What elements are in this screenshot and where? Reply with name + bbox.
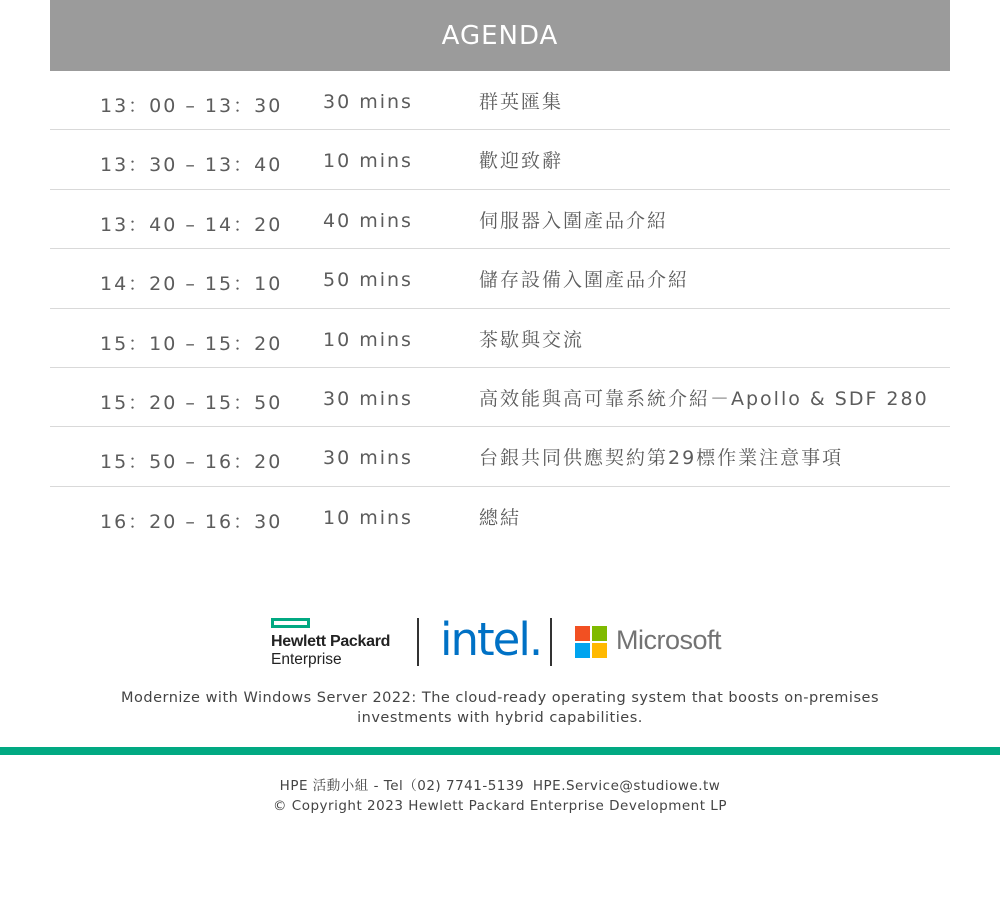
agenda-row <box>50 487 950 545</box>
agenda-duration: 10 mins <box>323 506 413 529</box>
agenda-duration: 30 mins <box>323 91 413 113</box>
agenda-duration: 10 mins <box>323 150 413 173</box>
footer <box>0 776 1000 816</box>
microsoft-logo <box>575 625 735 659</box>
agenda-topic: 高效能與高可靠系統介紹－Apollo & SDF 280 <box>479 387 929 410</box>
partner-logos <box>0 613 1000 669</box>
agenda-time: 15：20 – 15：50 <box>100 391 283 414</box>
agenda-row <box>50 368 950 427</box>
hpe-logo-line2: Enterprise <box>271 651 342 668</box>
footer-copyright: © Copyright 2023 Hewlett Packard Enterprise Development LP <box>273 798 727 814</box>
microsoft-red-square <box>575 626 590 641</box>
agenda-time: 15：10 – 15：20 <box>100 332 283 355</box>
microsoft-green-square <box>592 626 607 641</box>
agenda-duration: 30 mins <box>323 387 413 410</box>
agenda-time: 13：30 – 13：40 <box>100 154 283 177</box>
microsoft-yellow-square <box>592 643 607 658</box>
agenda-duration: 50 mins <box>323 269 413 292</box>
agenda-topic: 伺服器入圍產品介紹 <box>479 209 669 232</box>
footer-contact-line <box>0 776 1000 796</box>
microsoft-wordmark: Microsoft <box>616 625 722 655</box>
hpe-logo <box>271 617 401 669</box>
hpe-element-icon <box>271 618 310 628</box>
agenda-time: 16：20 – 16：30 <box>100 510 283 533</box>
agenda-time: 14：20 – 15：10 <box>100 273 283 296</box>
logo-divider <box>550 618 552 666</box>
intel-logo: intel. <box>440 613 542 666</box>
agenda-topic: 群英匯集 <box>479 91 564 113</box>
agenda-topic: 儲存設備入圍產品介紹 <box>479 269 690 292</box>
microsoft-windows-icon <box>575 626 607 658</box>
agenda-duration: 30 mins <box>323 447 413 470</box>
agenda-row <box>50 427 950 486</box>
agenda-row <box>50 309 950 368</box>
agenda-time: 15：50 – 16：20 <box>100 451 283 474</box>
hpe-logo-line1: Hewlett Packard <box>271 633 391 650</box>
agenda-duration: 10 mins <box>323 328 413 351</box>
agenda-header <box>50 0 950 71</box>
agenda-row <box>50 71 950 130</box>
agenda-row <box>50 190 950 249</box>
tagline: Modernize with Windows Server 2022: The cloud-ready operating system that boosts on-premises investments with hybrid capabilities. <box>121 690 879 726</box>
microsoft-blue-square <box>575 643 590 658</box>
agenda-row <box>50 130 950 189</box>
agenda-time: 13：00 – 13：30 <box>100 95 283 117</box>
agenda-table <box>50 0 950 545</box>
agenda-topic: 歡迎致辭 <box>479 150 564 173</box>
accent-bar <box>0 747 1000 755</box>
footer-email-link[interactable]: HPE.Service@studiowe.tw <box>532 778 721 794</box>
logo-divider <box>417 618 419 666</box>
agenda-title: AGENDA <box>441 20 559 51</box>
agenda-time: 13：40 – 14：20 <box>100 213 283 236</box>
agenda-topic: 台銀共同供應契約第29標作業注意事項 <box>479 447 844 470</box>
agenda-row <box>50 249 950 308</box>
agenda-topic: 茶歇與交流 <box>479 328 585 351</box>
agenda-duration: 40 mins <box>323 209 413 232</box>
footer-contact: HPE 活動小組 - Tel（02) 7741-5139 <box>279 778 525 794</box>
agenda-topic: 總結 <box>479 506 522 529</box>
